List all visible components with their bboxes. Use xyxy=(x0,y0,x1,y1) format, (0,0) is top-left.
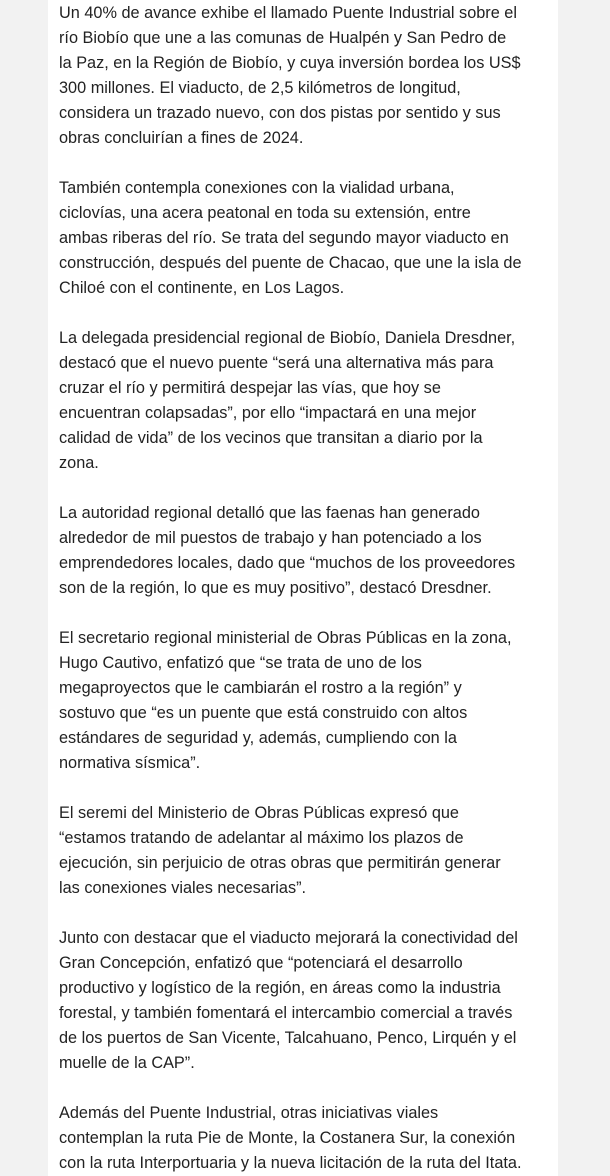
article-body xyxy=(48,0,558,1176)
paragraph-conexiones: También contempla conexiones con la vialidad urbana, ciclovías, una acera peatonal en toda su extensión, entre ambas riberas del río. Se trata del segundo mayor viaducto en construcción, después del puente de Chacao, que une la isla de Chiloé con el continente, en Los Lagos. xyxy=(59,179,522,297)
paragraph-seremi-cautivo: El secretario regional ministerial de Obras Públicas en la zona, Hugo Cautivo, enfatizó que “se trata de uno de los megaproyectos que le cambiarán el rostro a la región” y sostuvo que “es un puente que está construido con altos estándares de seguridad y, además, cumpliendo con la normativa sísmica”. xyxy=(59,629,512,772)
paragraph-conectividad: Junto con destacar que el viaducto mejorará la conectividad del Gran Concepción, enfatizó que “potenciará el desarrollo productivo y logístico de la región, en áreas como la industria forestal, y también fomentará el intercambio comercial a través de los puertos de San Vicente, Talcahuano, Penco, Lirquén y el muelle de la CAP”. xyxy=(59,929,518,1072)
paragraph-plazos: El seremi del Ministerio de Obras Públicas expresó que “estamos tratando de adelantar al máximo los plazos de ejecución, sin perjuicio de otras obras que permitirán generar las conexiones viales necesarias”. xyxy=(59,804,501,897)
paragraph-avance: Un 40% de avance exhibe el llamado Puente Industrial sobre el río Biobío que une a las comunas de Hualpén y San Pedro de la Paz, en la Región de Biobío, y cuya inversión bordea los US$ 300 millones. El viaducto, de 2,5 kilómetros de longitud, considera un trazado nuevo, con dos pistas por sentido y sus obras concluirían a fines de 2024. xyxy=(59,4,521,147)
paragraph-empleo: La autoridad regional detalló que las faenas han generado alrededor de mil puestos de trabajo y han potenciado a los emprendedores locales, dado que “muchos de los proveedores son de la región, lo que es muy positivo”, destacó Dresdner. xyxy=(59,504,516,597)
paragraph-delegada: La delegada presidencial regional de Biobío, Daniela Dresdner, destacó que el nuevo puente “será una alternativa más para cruzar el río y permitirá despejar las vías, que hoy se encuentran colapsadas”, por ello “impactará en una mejor calidad de vida” de los vecinos que transitan a diario por la zona. xyxy=(59,329,516,472)
paragraph-otras-iniciativas: Además del Puente Industrial, otras iniciativas viales contemplan la ruta Pie de Monte, la Costanera Sur, la conexión con la ruta Interportuaria y la nueva licitación de la ruta del Itata. xyxy=(59,1104,522,1172)
